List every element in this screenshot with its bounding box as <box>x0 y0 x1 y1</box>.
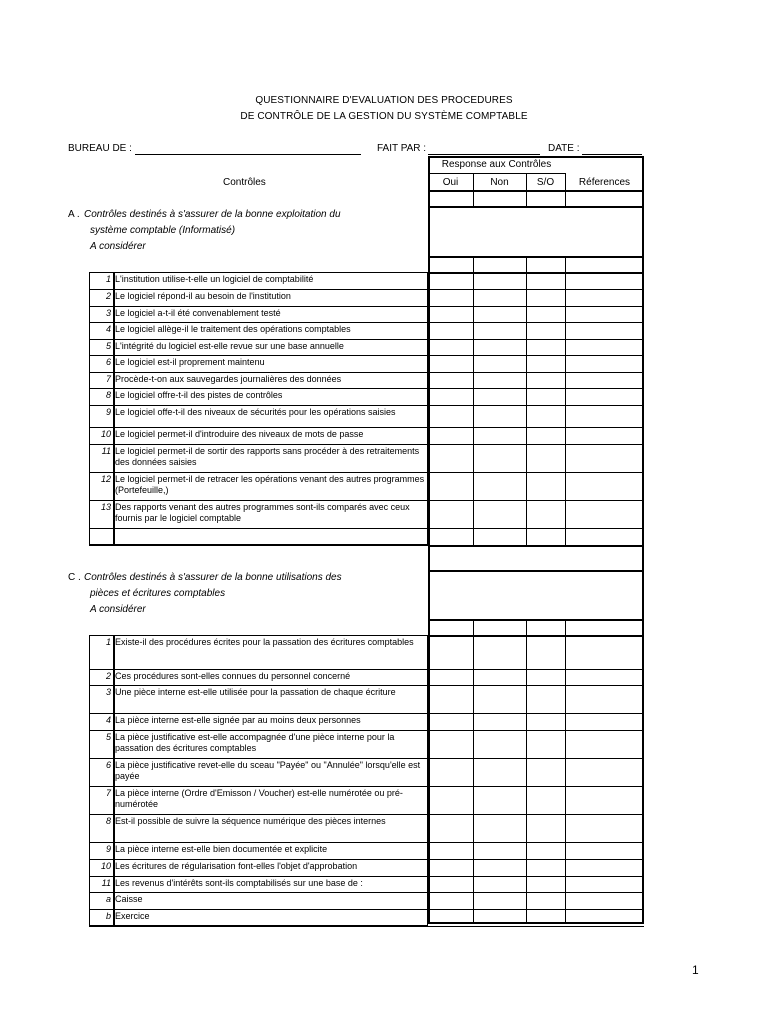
table-border <box>89 635 428 926</box>
grid-line <box>428 339 644 340</box>
grid-line <box>428 669 644 670</box>
grid-line <box>428 272 644 274</box>
item-number: 8 <box>105 816 111 826</box>
item-text: Le logiciel allège-il le traitement des opérations comptables <box>115 324 351 334</box>
item-number: 9 <box>105 407 111 417</box>
item-text: La pièce interne est-elle bien documentée et explicite <box>115 844 328 854</box>
grid-line <box>428 570 644 572</box>
grid-line <box>428 685 644 686</box>
references-column-header: Réferences <box>578 177 631 188</box>
grid-line <box>428 528 644 529</box>
section-c-title-line2: pièces et écritures comptables <box>90 588 226 599</box>
grid-line <box>428 876 644 877</box>
item-number: 5 <box>105 732 111 742</box>
table-border <box>89 272 428 545</box>
item-number: b <box>105 911 111 921</box>
item-text: Le logiciel permet-il de retracer les opérations venant des autres programmes (Portefeuille,) <box>115 474 425 495</box>
response-group-header: Response aux Contrôles <box>441 159 552 170</box>
section-c-title <box>68 572 342 583</box>
grid-line <box>428 758 644 759</box>
item-number: 4 <box>105 324 111 334</box>
grid-line <box>428 814 644 815</box>
item-number: 11 <box>101 446 111 456</box>
grid-line <box>428 444 644 445</box>
grid-line <box>428 405 644 406</box>
grid-line <box>428 859 644 860</box>
grid-line <box>428 786 644 787</box>
item-text: Le logiciel répond-il au besoin de l'institution <box>115 291 291 301</box>
fait-par-label: FAIT PAR : <box>377 143 427 154</box>
grid-line <box>428 713 644 714</box>
grid-line <box>428 892 644 893</box>
document-title-line1: QUESTIONNAIRE D'EVALUATION DES PROCEDURES <box>255 95 513 106</box>
grid-line <box>428 730 644 731</box>
table-bottom-line <box>89 545 428 546</box>
page-number: 1 <box>692 963 699 977</box>
item-number: 7 <box>105 374 111 384</box>
item-text: Les écritures de régularisation font-elles l'objet d'approbation <box>115 861 358 871</box>
item-number: 11 <box>101 878 111 888</box>
item-text: La pièce justificative est-elle accompagnée d'une pièce interne pour la passation des écritures comptables <box>115 732 395 753</box>
grid-line <box>428 635 644 637</box>
item-number: 7 <box>105 788 111 798</box>
grid-line <box>428 545 644 547</box>
date-label: DATE : <box>548 143 580 154</box>
section-c-letter: C . <box>68 572 81 583</box>
grid-line <box>428 909 644 910</box>
item-number: 2 <box>105 291 111 301</box>
item-number: 9 <box>105 844 111 854</box>
bureau-field-line[interactable] <box>135 154 361 155</box>
item-text: Caisse <box>115 894 143 904</box>
item-number: 10 <box>100 429 111 439</box>
item-text: La pièce justificative revet-elle du sceau "Payée" ou "Annulée" lorsqu'elle est payée <box>115 760 421 781</box>
grid-line <box>428 256 644 258</box>
item-text: Est-il possible de suivre la séquence numérique des pièces internes <box>115 816 386 826</box>
item-number: 3 <box>105 308 111 318</box>
grid-line <box>428 842 644 843</box>
item-text: Ces procédures sont-elles connues du personnel concerné <box>115 671 351 681</box>
item-text: Exercice <box>115 911 150 921</box>
document-title-line2: DE CONTRÔLE DE LA GESTION DU SYSTÈME COMPTABLE <box>240 111 528 122</box>
grid-line <box>428 306 644 307</box>
grid-line <box>526 619 527 924</box>
item-number: 6 <box>105 760 111 770</box>
grid-line <box>428 372 644 373</box>
item-number: 1 <box>105 637 111 647</box>
item-text: Le logiciel offe-t-il des niveaux de sécurités pour les opérations saisies <box>115 407 396 417</box>
grid-line <box>428 427 644 428</box>
grid-line <box>473 256 474 545</box>
item-text: Le logiciel est-il proprement maintenu <box>115 357 265 367</box>
item-text: Une pièce interne est-elle utilisée pour la passation de chaque écriture <box>115 687 396 697</box>
date-field-line[interactable] <box>582 154 642 155</box>
grid-line <box>428 289 644 290</box>
fait-par-field-line[interactable] <box>428 154 540 155</box>
grid-line <box>428 619 644 621</box>
section-a-title <box>68 209 341 220</box>
section-a-title-line1: Contrôles destinés à s'assurer de la bonne exploitation du <box>84 209 341 220</box>
item-text: Le logiciel permet-il d'introduire des niveaux de mots de passe <box>115 429 364 439</box>
grid-line <box>428 500 644 501</box>
item-number: 4 <box>105 715 111 725</box>
item-number: 12 <box>100 474 111 484</box>
response-grid <box>428 156 644 924</box>
section-a-title-line2: système comptable (Informatisé) <box>90 225 236 236</box>
item-text: Le logiciel offre-t-il des pistes de contrôles <box>115 390 283 400</box>
so-column-header: S/O <box>536 177 555 188</box>
grid-line <box>565 256 566 545</box>
grid-line <box>428 190 644 192</box>
grid-line <box>565 173 566 206</box>
grid-line <box>428 355 644 356</box>
section-c-subtitle: A considérer <box>90 604 146 615</box>
section-a-letter: A . <box>68 209 80 220</box>
item-number: 8 <box>105 390 111 400</box>
item-text: L'institution utilise-t-elle un logiciel de comptabilité <box>115 274 314 284</box>
grid-line <box>428 472 644 473</box>
grid-line <box>526 173 527 206</box>
grid-line <box>526 256 527 545</box>
item-number: 3 <box>105 687 111 697</box>
grid-line <box>428 322 644 323</box>
item-number: 1 <box>105 274 111 284</box>
item-number: 10 <box>100 861 111 871</box>
section-a-subtitle: A considérer <box>90 241 146 252</box>
grid-line <box>473 619 474 924</box>
item-text: La pièce interne est-elle signée par au moins deux personnes <box>115 715 361 725</box>
oui-column-header: Oui <box>442 177 459 188</box>
non-column-header: Non <box>490 177 509 188</box>
item-text: Le logiciel a-t-il été convenablement testé <box>115 308 281 318</box>
item-text: L'intégrité du logiciel est-elle revue sur une base annuelle <box>115 341 344 351</box>
grid-line <box>565 619 566 924</box>
grid-line <box>428 206 644 208</box>
item-text: Le logiciel permet-il de sortir des rapports sans procéder à des retraitements des données saisies <box>115 446 420 467</box>
controles-column-header: Contrôles <box>223 177 266 188</box>
item-text: Procède-t-on aux sauvegardes journalières des données <box>115 374 342 384</box>
item-number: 2 <box>105 671 111 681</box>
grid-line <box>428 388 644 389</box>
grid-line <box>428 173 565 174</box>
item-text: Des rapports venant des autres programmes sont-ils comparés avec ceux fournis par le logiciel comptable <box>115 502 410 523</box>
table-bottom-line <box>89 926 428 927</box>
grid-line <box>428 926 644 927</box>
section-c-title-line1: Contrôles destinés à s'assurer de la bonne utilisations des <box>84 572 342 583</box>
item-number: a <box>105 894 111 904</box>
item-number: 5 <box>105 341 111 351</box>
item-text: Les revenus d'intérêts sont-ils comptabilisés sur une base de : <box>115 878 363 888</box>
grid-line <box>473 173 474 206</box>
bureau-label: BUREAU DE : <box>68 143 132 154</box>
item-text: La pièce interne (Ordre d'Emisson / Voucher) est-elle numérotée ou pré-numérotée <box>115 788 403 809</box>
item-text: Existe-il des procédures écrites pour la passation des écritures comptables <box>115 637 414 647</box>
item-number: 6 <box>105 357 111 367</box>
item-number: 13 <box>100 502 111 512</box>
